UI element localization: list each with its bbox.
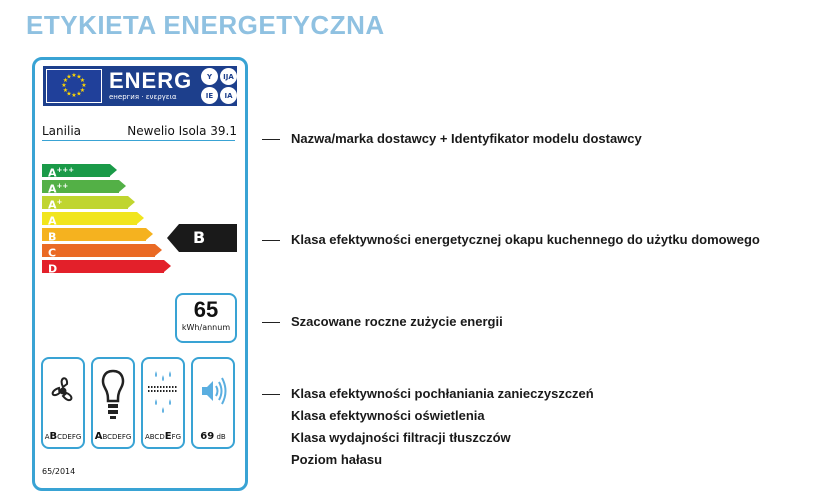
page-title: ETYKIETA ENERGETYCZNA [26,10,385,40]
fan-icon [46,367,80,417]
connector-line [262,322,280,323]
lang-circle: IE [201,87,218,104]
connector-line [262,394,280,395]
svg-text:★: ★ [66,73,72,81]
svg-text:★: ★ [79,77,86,84]
noise-description: Poziom hałasu [291,452,383,467]
svg-text:★: ★ [62,77,69,84]
svg-text:★: ★ [62,87,69,94]
language-variants [201,68,237,104]
svg-text:★: ★ [81,82,87,89]
speaker-noise-icon [196,367,230,417]
energy-class-bar: A [42,212,137,225]
connector-line [262,139,280,140]
eu-flag-icon [46,69,102,103]
svg-text:★: ★ [79,87,86,94]
lighting-description: Klasa efektywności oświetlenia [291,408,485,423]
consumption-description: Szacowane roczne zużycie energii [291,314,503,329]
svg-text:★: ★ [71,72,77,79]
grease-filter-icon [146,367,180,423]
energy-class-bar: A++ [42,180,119,193]
lighting-scale: ABCDEFG [94,431,132,442]
energ-subtitle: енергия · ενεργεια [109,93,177,101]
svg-text:★: ★ [71,92,77,99]
energy-class-bar: A+ [42,196,128,209]
energy-class-bar: D [42,260,164,273]
energy-class-bar: B [42,228,146,241]
fluid-dynamic-box [41,357,85,449]
rating-arrow: B [179,224,237,252]
energy-label [32,57,248,491]
regulation-number: 65/2014 [42,467,76,476]
energy-class-bar: C [42,244,155,257]
connector-line [262,240,280,241]
model-identifier: Newelio Isola 39.1 [127,124,237,138]
consumption-value: 65 [193,297,219,322]
lang-circle: IA [220,87,237,104]
energ-logo-text: ENERG [109,68,193,93]
supplier-model-description: Nazwa/marka dostawcy + Identyfikator modelu dostawcy [291,131,642,146]
fluid-dynamic-scale: ABCDEFG [44,431,82,442]
consumption-box [175,293,237,343]
noise-scale: 69 dB [200,431,226,442]
divider [42,140,235,141]
grease-filter-scale: ABCDEFG [144,431,182,442]
lighting-box [91,357,135,449]
noise-box [191,357,235,449]
consumption-unit: kWh/annum [181,323,231,332]
grease-filter-box [141,357,185,449]
svg-text:★: ★ [76,90,82,98]
grease-description: Klasa wydajności filtracji tłuszczów [291,430,511,445]
supplier-name: Lanilia [42,124,81,138]
svg-text:★: ★ [76,73,82,81]
label-header [43,66,237,106]
fluid-dynamic-description: Klasa efektywności pochłaniania zanieczyszczeń [291,386,594,401]
lightbulb-icon [96,367,130,423]
svg-text:★: ★ [66,90,72,98]
energy-class-description: Klasa efektywności energetycznej okapu kuchennego do użytku domowego [291,232,760,247]
svg-text:★: ★ [61,82,67,89]
lang-circle: Y [201,68,218,85]
lang-circle: IJA [220,68,237,85]
energy-class-bar: A+++ [42,164,110,177]
